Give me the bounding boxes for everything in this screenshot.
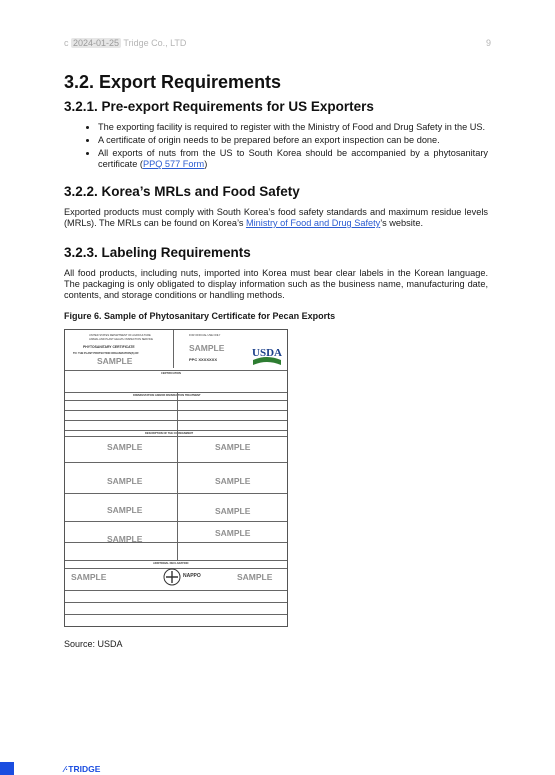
cert-title: PHYTOSANITARY CERTIFICATE [83,345,135,349]
cert-line [65,602,287,603]
cert-line [65,590,287,591]
cert-official-use: FOR OFFICIAL USE ONLY [189,334,221,337]
cert-line [65,392,287,393]
list-item-text: All exports of nuts from the US to South Korea should be accompanied by a phytosanitary certificate ( [98,148,488,169]
figure-source: Source: USDA [64,639,123,649]
list-item-end: ) [204,159,208,169]
footer-brand-text: TRIDGE [68,764,101,774]
header-company: Tridge Co., LTD [123,38,187,48]
mfds-link[interactable]: Ministry of Food and Drug Safety [245,218,381,228]
usda-logo-text: USDA [252,347,282,359]
ppq-577-link[interactable]: PPQ 577 Form [142,159,205,169]
page-content [64,72,488,649]
cert-certification: CERTIFICATION [161,372,181,375]
cert-line [65,420,287,421]
cert-to: TO: THE PLANT PROTECTION ORGANIZATION(S) OF [73,352,139,355]
sample-watermark: SAMPLE [107,505,143,515]
cert-number: PPC XXXXXXX [189,357,218,362]
sample-watermark: SAMPLE [189,343,225,353]
cert-divider [173,330,174,368]
list-item: • A certificate of origin needs to be prepared before an export inspection can be done. [98,135,488,146]
footer-brand [64,764,100,774]
sample-watermark: SAMPLE [107,476,143,486]
cert-disinfestation: DISINFESTATION AND/OR DISINFECTION TREATMENT [133,394,201,397]
cert-line [65,521,287,522]
sample-watermark: SAMPLE [107,442,143,452]
cert-consignment: DESCRIPTION OF THE CONSIGNMENT [145,432,194,435]
cert-service: ANIMAL AND PLANT HEALTH INSPECTION SERVICE [89,338,154,341]
section-title: 3.2. Export Requirements [64,72,282,92]
cert-line [65,410,287,411]
tridge-logo-icon: ⁄· [64,764,69,774]
sample-watermark: SAMPLE [215,476,251,486]
pre-export-list [64,122,488,170]
mrl-text-2: ’s website. [380,218,424,228]
cert-line [65,462,287,463]
labeling-title: 3.2.3. Labeling Requirements [64,245,251,260]
page-header [64,38,491,52]
header-date: 2024-01-25 [73,38,120,48]
cert-line [65,493,287,494]
sample-watermark: SAMPLE [97,356,133,366]
phytosanitary-certificate-image [64,329,288,627]
mrl-title: 3.2.2. Korea’s MRLs and Food Safety [64,184,300,199]
sample-watermark: SAMPLE [215,442,251,452]
cert-divider [177,392,178,560]
cert-line [65,614,287,615]
labeling-paragraph: All food products, including nuts, imported into Korea must bear clear labels in the Korean language. The packaging is only obligated to display information such as the business name, manufacturing date, contents, and storage conditions or handling methods. [64,268,488,300]
page-number: 9 [485,38,491,48]
header-prefix: c [64,38,69,48]
cert-line [65,430,287,431]
cert-line [65,560,287,561]
cert-agency: UNITED STATES DEPARTMENT OF AGRICULTURE [89,334,151,337]
list-item [98,148,488,170]
cert-additional: ADDITIONAL DECLARATION [153,562,189,565]
mrl-text-1: Exported products must comply with South Korea’s food safety standards and maximum residue levels (MRLs). The MRLs can be found on Korea’s [64,207,488,228]
nappo-logo-icon [163,568,181,586]
cert-line [65,400,287,401]
figure-caption: Figure 6. Sample of Phytosanitary Certificate for Pecan Exports [64,311,336,321]
sample-watermark: SAMPLE [215,528,251,538]
usda-logo-icon [251,344,283,368]
pre-export-title: 3.2.1. Pre-export Requirements for US Exporters [64,99,374,114]
cert-line [65,542,287,543]
cert-nappo: NAPPO [183,573,201,579]
cert-line [65,370,287,371]
list-item: • The exporting facility is required to register with the Ministry of Food and Drug Safety in the US. [98,122,488,133]
sample-watermark: SAMPLE [71,572,107,582]
mrl-paragraph [64,207,488,229]
cert-line [65,436,287,437]
sample-watermark: SAMPLE [237,572,273,582]
sample-watermark: SAMPLE [107,534,143,544]
sample-watermark: SAMPLE [215,506,251,516]
footer-accent-bar [0,762,14,775]
